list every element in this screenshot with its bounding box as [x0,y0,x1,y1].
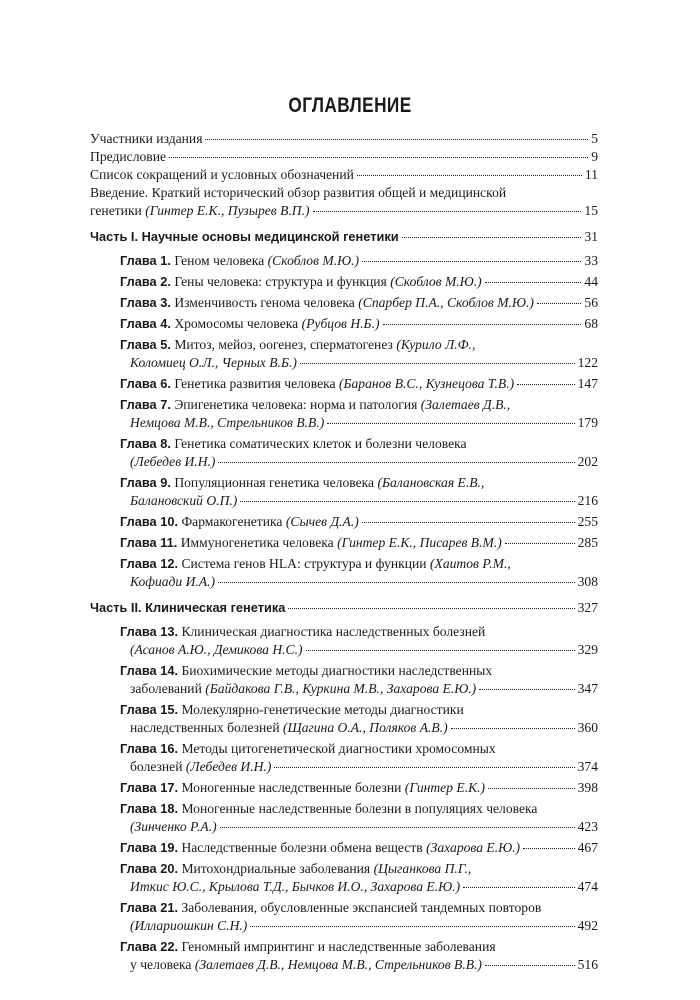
entry-line [120,435,598,453]
chapter-label: Глава 11. [120,535,178,550]
entry-line [120,252,598,270]
dot-leader [218,582,575,583]
chapter-label: Глава 9. [120,475,171,490]
toc-chapter-entry[interactable] [120,513,598,531]
page-number: 347 [577,681,598,696]
chapter-label: Глава 4. [120,316,171,331]
page-number: 255 [577,514,598,529]
page-number: 147 [577,376,598,391]
entry-line [120,779,598,797]
page-number: 516 [577,957,598,972]
dot-leader [327,423,574,424]
toc-chapter-entry[interactable] [120,273,598,291]
toc-entry-participants[interactable] [90,130,598,148]
chapter-label: Глава 18. [120,801,179,816]
chapter-title: Система генов HLA: структура и функции [181,556,427,571]
chapter-label: Глава 7. [120,397,171,412]
chapter-label: Глава 3. [120,295,171,310]
entry-line [120,573,598,591]
chapter-title: Моногенные наследственные болезни [181,780,402,795]
entry-text [120,741,496,756]
entry-line [120,800,598,818]
dot-leader [485,282,582,283]
entry-text [120,513,359,531]
entry-text [120,861,471,876]
page-number: 467 [577,840,598,855]
dot-leader [485,965,575,966]
entry-line [120,375,598,393]
page-number: 360 [577,720,598,735]
entry-line [120,273,598,291]
chapter-label: Глава 5. [120,337,171,352]
entry-text [120,839,520,857]
chapter-authors: Коломиец О.Л., Черных В.Б.) [130,355,297,370]
entry-text [130,917,247,935]
dot-leader [505,543,575,544]
toc-chapter-entry[interactable] [120,779,598,797]
entry-text [120,702,464,717]
toc-chapter-entry[interactable] [120,623,598,659]
chapter-title: Геном человека [174,253,265,268]
entry-text [130,878,460,896]
chapter-authors: (Хаитов Р.М., [429,556,511,571]
entry-line [120,839,598,857]
toc-chapter-entry[interactable] [120,740,598,776]
toc-chapter-entry[interactable] [120,860,598,896]
chapter-authors: Немцова М.В., Стрельников В.В.) [130,415,325,430]
entry-line [120,294,598,312]
chapter-title: Митохондриальные заболевания [181,861,371,876]
page-number: 374 [577,759,598,774]
chapter-authors: (Байдакова Г.В., Куркина М.В., Захарова Е.Ю.) [205,681,477,696]
dot-leader [362,522,575,523]
chapter-authors: (Гинтер Е.К., Писарев В.М.) [337,535,502,550]
entry-text [120,436,467,451]
entry-text [120,397,510,412]
toc-entry-abbreviations[interactable] [90,166,598,184]
page-number: 492 [577,918,598,933]
page-number: 179 [577,415,598,430]
page-number: 398 [577,780,598,795]
entry-line [120,354,598,372]
page-number: 285 [577,535,598,550]
entry-line [120,492,598,510]
dot-leader [218,462,574,463]
chapter-authors: (Асанов А.Ю., Демикова Н.С.) [130,642,303,657]
chapter-authors: (Залетаев Д.В., [420,397,511,412]
dot-leader [169,157,588,158]
chapter-authors: (Щагина О.А., Поляков А.В.) [283,720,448,735]
page-number: 423 [577,819,598,834]
toc-entry-preface[interactable] [90,148,598,166]
entry-line [120,555,598,573]
toc-chapter-entry[interactable] [120,315,598,333]
toc-chapter-entry[interactable] [120,534,598,552]
entry-line [120,641,598,659]
entry-authors: (Гинтер Е.К., Пузырев В.П.) [145,203,310,218]
entry-line [120,396,598,414]
page-number: 44 [584,274,598,289]
chapter-title: Генетика развития человека [174,376,336,391]
entry-text [120,939,496,954]
chapter-authors: (Скоблов М.Ю.) [390,274,482,289]
toc-chapter-entry[interactable] [120,375,598,393]
chapter-title-cont: болезней [130,759,183,774]
entry-line [120,917,598,935]
chapter-label: Глава 22. [120,939,179,954]
toc-chapter-entry[interactable] [120,662,598,698]
chapter-authors: Кофиади И.А.) [130,574,216,589]
entry-text [130,641,303,659]
toc-part-1[interactable] [90,228,598,246]
entry-line [120,818,598,836]
page-number: 33 [584,253,598,268]
entry-line [120,662,598,680]
chapter-title: Генетика соматических клеток и болезни человека [174,436,467,451]
entry-line [120,474,598,492]
entry-text [120,375,514,393]
chapter-authors: Иткис Ю.С., Крылова Т.Д., Бычков И.О., Захарова Е.Ю.) [130,879,461,894]
entry-text [130,354,297,372]
entry-line [120,623,598,641]
toc-chapter-entry[interactable] [120,938,598,974]
entry-text [120,556,511,571]
chapter-authors: Балановский О.П.) [130,493,238,508]
dot-leader [479,689,574,690]
entry-text [130,758,271,776]
chapter-label: Глава 17. [120,780,179,795]
chapter-authors: (Курило Л.Ф., [396,337,476,352]
dot-leader [357,175,582,176]
chapter-title: Популяционная генетика человека [174,475,375,490]
entry-title: Предисловие [90,149,167,164]
toc-chapter-entry[interactable] [120,839,598,857]
entry-text [120,663,492,678]
entry-line [120,315,598,333]
entry-line [120,899,598,917]
toc-chapter-entry[interactable] [120,899,598,935]
chapter-title: Заболевания, обусловленные экспансией тандемных повторов [181,900,542,915]
dot-leader [240,501,574,502]
dot-leader [313,211,582,212]
page-number: 474 [577,879,598,894]
chapter-label: Глава 12. [120,556,179,571]
part-2-chapters [90,623,598,974]
entry-text [130,680,476,698]
chapter-label: Глава 20. [120,861,179,876]
toc-part-2[interactable] [90,599,598,617]
chapter-authors: (Цыганкова П.Г., [373,861,472,876]
chapter-authors: (Гинтер Е.К.) [404,780,486,795]
chapter-title: Хромосомы человека [174,316,299,331]
entry-line [120,513,598,531]
chapter-authors: (Спарбер П.А., Скоблов М.Ю.) [358,295,534,310]
chapter-title: Методы цитогенетической диагностики хромосомных [181,741,496,756]
entry-line [120,758,598,776]
chapter-label: Глава 16. [120,741,179,756]
chapter-title: Эпигенетика человека: норма и патология [174,397,418,412]
entry-text [120,337,475,352]
part-title: Часть II. Клиническая генетика [90,600,286,615]
entry-line [120,701,598,719]
chapter-label: Глава 14. [120,663,179,678]
entry-text [120,534,502,552]
page-number: 329 [577,642,598,657]
entry-line [120,719,598,737]
entry-title: Введение. Краткий исторический обзор развития общей и медицинской [90,185,507,200]
toc-chapter-entry[interactable] [120,336,598,372]
toc-chapter-entry[interactable] [120,396,598,432]
part-title: Часть I. Научные основы медицинской генетики [90,229,399,244]
page-number: 308 [577,574,598,589]
chapter-title-cont: наследственных болезней [130,720,280,735]
dot-leader [300,363,575,364]
chapter-label: Глава 19. [120,840,179,855]
chapter-title: Клиническая диагностика наследственных болезней [181,624,486,639]
entry-text [120,273,482,291]
chapter-authors: (Лебедев И.Н.) [130,454,216,469]
entry-text [130,818,217,836]
page-number: 31 [584,229,598,244]
page-number: 56 [584,295,598,310]
dot-leader [306,650,575,651]
page-title: ОГЛАВЛЕНИЕ [288,94,412,117]
entry-line [120,860,598,878]
entry-title-cont: генетики [90,203,142,218]
page-number: 216 [577,493,598,508]
page-number: 9 [591,149,598,164]
entry-text [130,573,215,591]
entry-title: Участники издания [90,131,203,146]
page-number: 122 [577,355,598,370]
chapter-title: Митоз, мейоз, оогенез, сперматогенез [174,337,393,352]
entry-text [120,252,359,270]
dot-leader [220,827,575,828]
page-number: 202 [577,454,598,469]
chapter-title-cont: заболеваний [130,681,202,696]
toc-chapter-entry[interactable] [120,294,598,312]
toc-chapter-entry[interactable] [120,555,598,591]
page-number: 11 [584,167,598,182]
dot-leader [288,608,574,609]
entry-text [130,956,482,974]
chapter-label: Глава 1. [120,253,171,268]
toc-entry-introduction[interactable] [90,184,598,220]
entry-text [120,779,485,797]
chapter-authors: (Зинченко Р.А.) [130,819,217,834]
dot-leader [362,261,581,262]
chapter-label: Глава 10. [120,514,179,529]
dot-leader [274,767,574,768]
entry-text [120,624,485,639]
part-1-chapters [90,252,598,591]
chapter-title: Биохимические методы диагностики наследственных [181,663,493,678]
entry-line [120,534,598,552]
dot-leader [523,848,575,849]
chapter-title: Геномный импринтинг и наследственные заболевания [181,939,496,954]
chapter-authors: (Лебедев И.Н.) [185,759,272,774]
chapter-label: Глава 2. [120,274,171,289]
toc-chapter-entry[interactable] [120,474,598,510]
chapter-title: Гены человека: структура и функция [174,274,387,289]
chapter-title-cont: у человека [130,957,192,972]
toc-chapter-entry[interactable] [120,252,598,270]
entry-text [120,475,484,490]
dot-leader [250,926,574,927]
dot-leader [383,324,582,325]
entry-line [120,878,598,896]
entry-line [120,680,598,698]
toc-chapter-entry[interactable] [120,701,598,737]
page-number: 5 [591,131,598,146]
dot-leader [537,303,582,304]
entry-text [130,414,324,432]
dot-leader [488,788,575,789]
page-number: 327 [577,600,598,615]
entry-line [120,956,598,974]
entry-line [120,938,598,956]
chapter-authors: (Сычев Д.А.) [285,514,359,529]
chapter-authors: (Рубцов Н.Б.) [301,316,380,331]
entry-line [120,336,598,354]
chapter-authors: (Баранов В.С., Кузнецова Т.В.) [338,376,515,391]
entry-line [120,740,598,758]
entry-text [120,315,380,333]
toc-chapter-entry[interactable] [120,800,598,836]
dot-leader [402,237,582,238]
chapter-authors: (Иллариошкин С.Н.) [130,918,248,933]
entry-text [130,492,237,510]
chapter-label: Глава 8. [120,436,171,451]
entry-text [130,719,448,737]
chapter-authors: (Балановская Е.В., [377,475,485,490]
chapter-title: Моногенные наследственные болезни в популяциях человека [181,801,538,816]
dot-leader [463,887,575,888]
entry-line [120,414,598,432]
toc-chapter-entry[interactable] [120,435,598,471]
chapter-authors: (Скоблов М.Ю.) [267,253,360,268]
entry-line [120,453,598,471]
dot-leader [451,728,575,729]
entry-title: Список сокращений и условных обозначений [90,167,354,182]
page-number: 15 [584,203,598,218]
entry-text [120,801,537,816]
chapter-label: Глава 15. [120,702,179,717]
chapter-title: Молекулярно-генетические методы диагностики [181,702,464,717]
chapter-authors: (Залетаев Д.В., Немцова М.В., Стрельников В.В.) [194,957,482,972]
dot-leader [205,139,588,140]
chapter-label: Глава 6. [120,376,171,391]
dot-leader [517,384,574,385]
chapter-title: Изменчивость генома человека [174,295,355,310]
chapter-label: Глава 21. [120,900,179,915]
chapter-authors: (Захарова Е.Ю.) [426,840,521,855]
entry-text [120,900,541,915]
chapter-label: Глава 13. [120,624,179,639]
chapter-title: Наследственные болезни обмена веществ [181,840,423,855]
entry-text [130,453,215,471]
chapter-title: Иммуногенетика человека [180,535,334,550]
page-number: 68 [584,316,598,331]
table-of-contents [90,130,598,977]
chapter-title: Фармакогенетика [181,514,283,529]
entry-text [120,294,534,312]
